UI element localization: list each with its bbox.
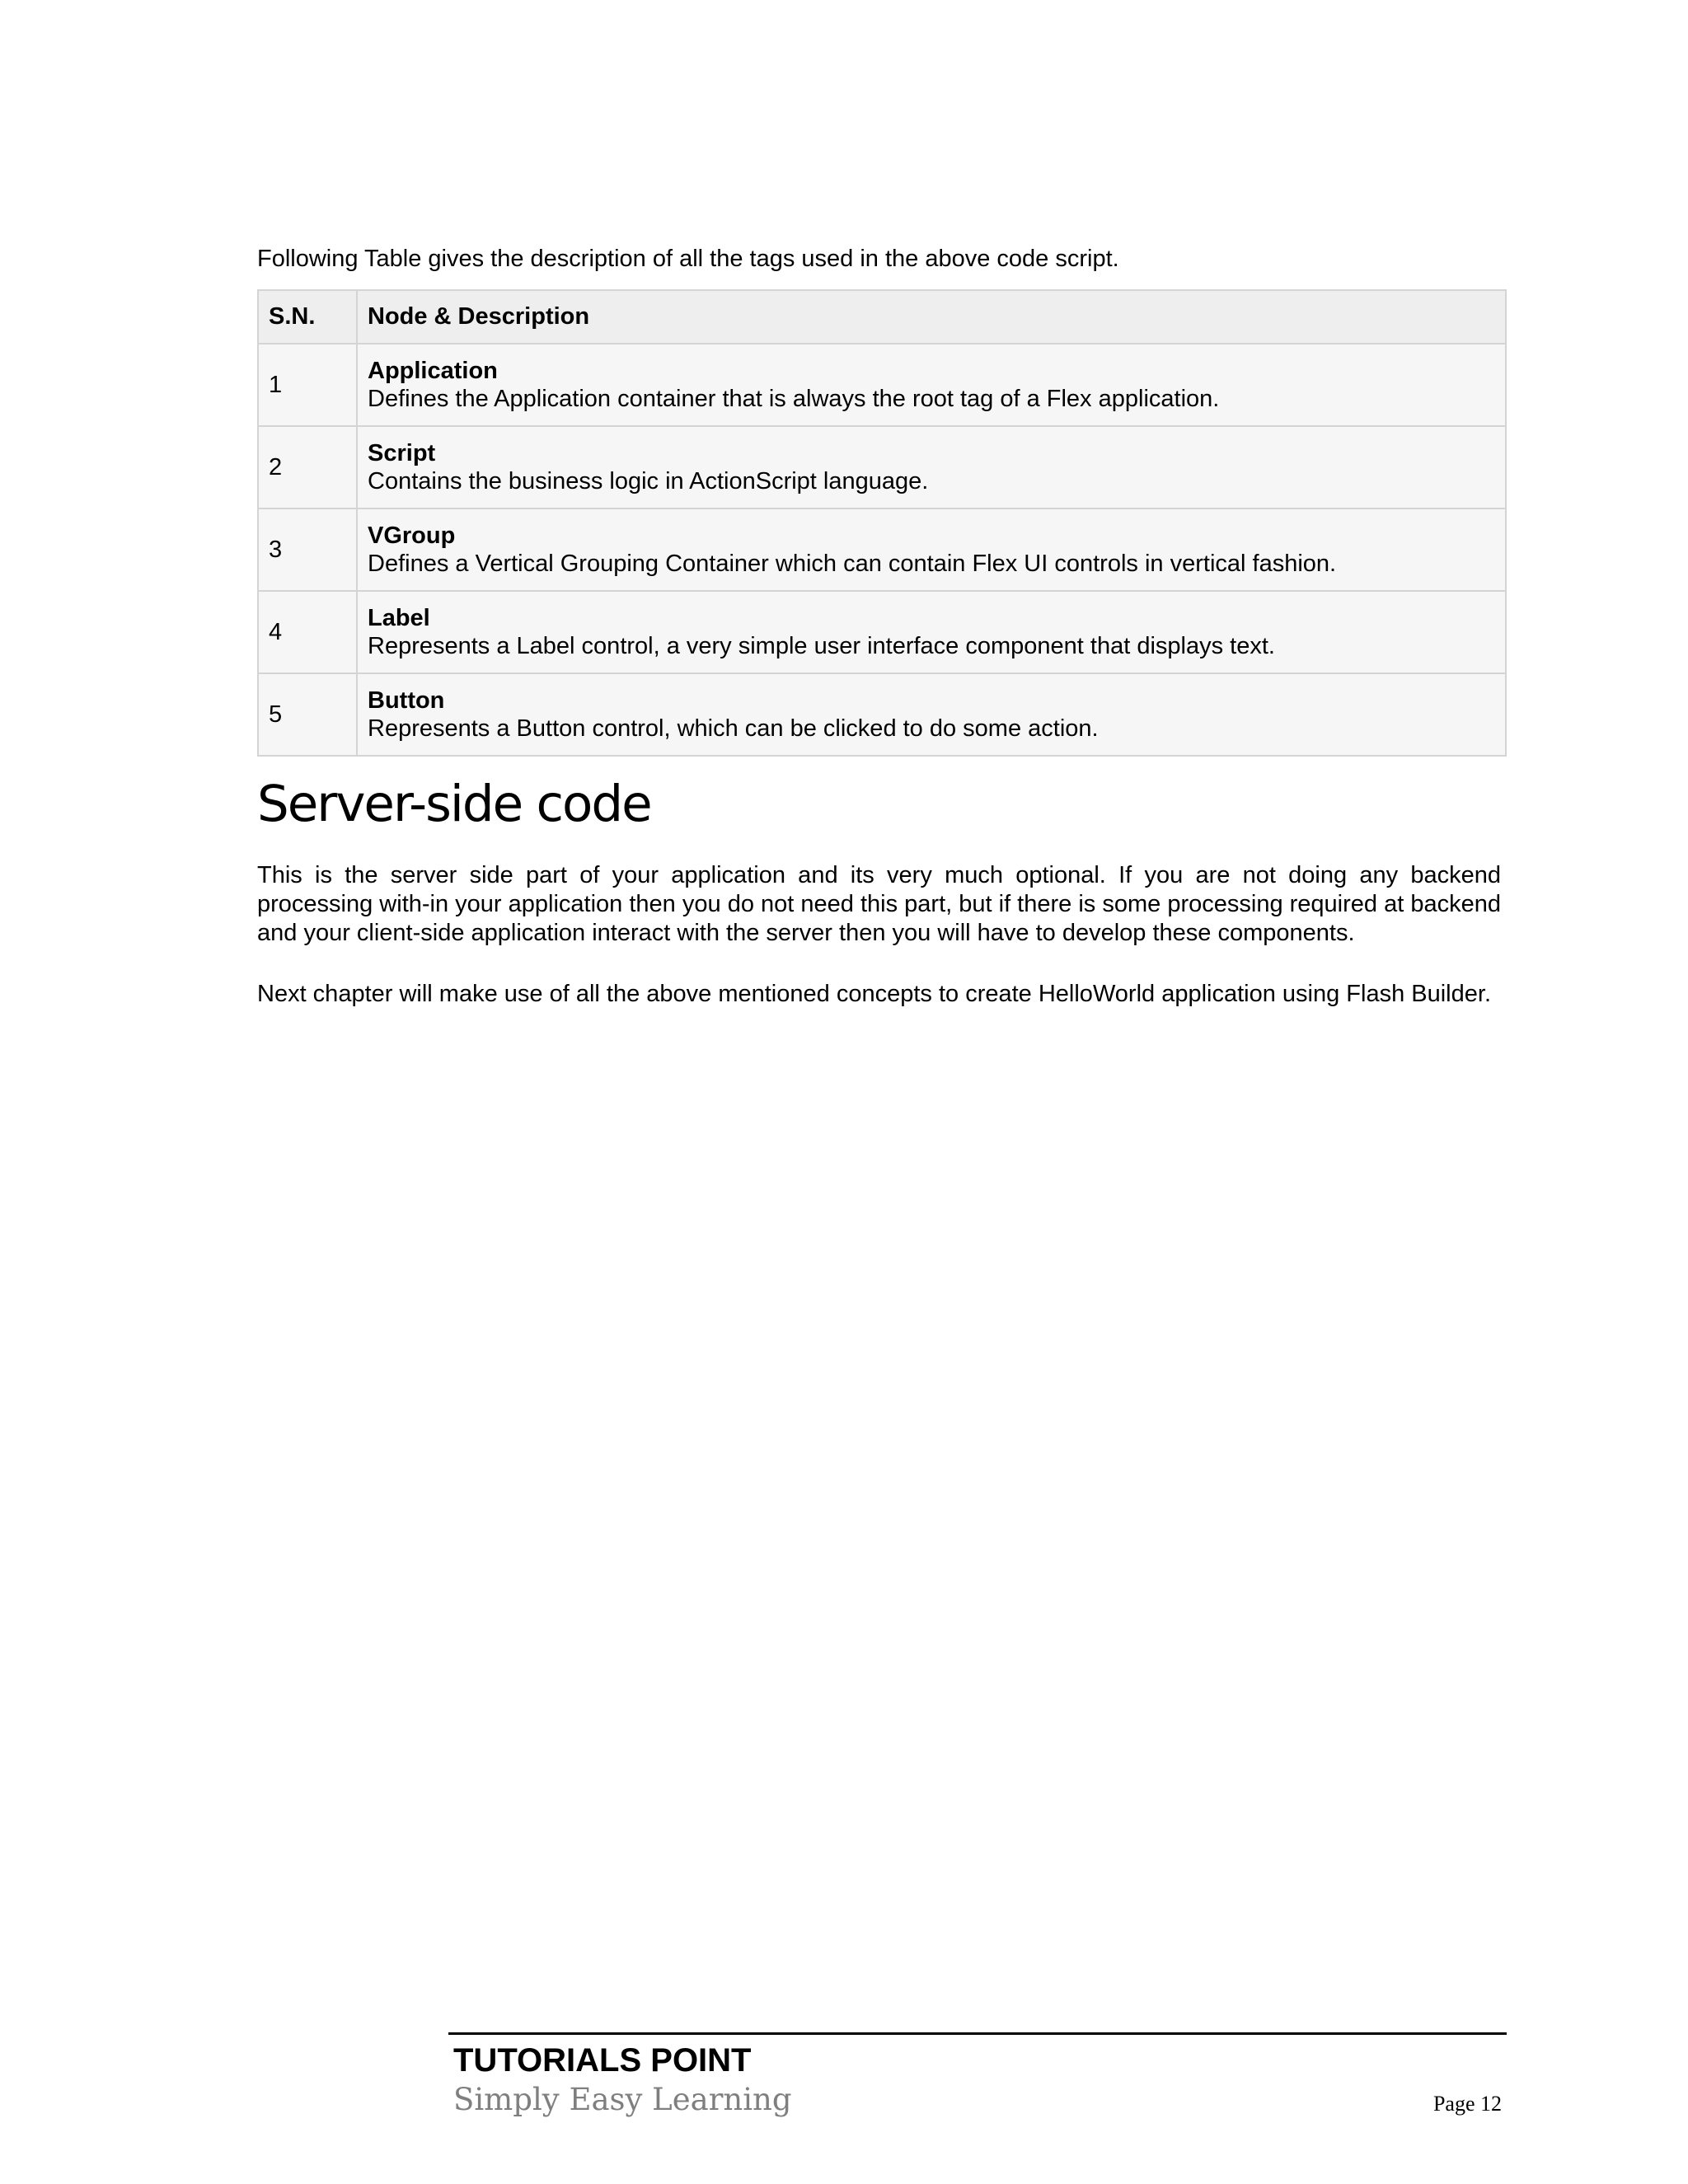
node-description: Contains the business logic in ActionScript language.	[368, 468, 929, 494]
node-description: Represents a Label control, a very simple user interface component that displays text.	[368, 633, 1275, 659]
body-paragraph: Next chapter will make use of all the above mentioned concepts to create HelloWorld application using Flash Builder.	[257, 981, 1491, 1007]
node-name: VGroup	[368, 523, 456, 549]
row-sn: 3	[258, 509, 357, 591]
node-name: Script	[368, 440, 436, 466]
page-number: Page 12	[1432, 2092, 1502, 2116]
node-description: Defines a Vertical Grouping Container which can contain Flex UI controls in vertical fashion.	[368, 551, 1337, 577]
table-row	[258, 344, 1506, 426]
row-node-cell	[357, 509, 1506, 591]
table-intro-text: Following Table gives the description of all the tags used in the above code script.	[257, 246, 1119, 272]
row-node-cell	[357, 344, 1506, 426]
header-sn: S.N.	[258, 290, 357, 344]
row-node-cell	[357, 426, 1506, 509]
row-node-cell	[357, 673, 1506, 756]
row-sn: 2	[258, 426, 357, 509]
table-header-row	[258, 290, 1506, 344]
node-description: Represents a Button control, which can be clicked to do some action.	[368, 715, 1099, 742]
row-sn: 5	[258, 673, 357, 756]
section-heading: Server-side code	[257, 775, 651, 833]
node-name: Button	[368, 687, 445, 714]
node-name: Application	[368, 358, 498, 384]
footer-tagline: Simply Easy Learning	[453, 2082, 792, 2117]
node-description: Defines the Application container that is always the root tag of a Flex application.	[368, 386, 1220, 412]
table-row	[258, 426, 1506, 509]
row-node-cell	[357, 591, 1506, 673]
footer-divider	[448, 2032, 1507, 2035]
tags-table	[257, 289, 1507, 757]
footer-brand: TUTORIALS POINT	[453, 2042, 752, 2079]
table-row	[258, 509, 1506, 591]
row-sn: 4	[258, 591, 357, 673]
node-name: Label	[368, 605, 430, 631]
row-sn: 1	[258, 344, 357, 426]
table-row	[258, 591, 1506, 673]
table-row	[258, 673, 1506, 756]
header-node-description: Node & Description	[357, 290, 1506, 344]
body-paragraph: This is the server side part of your application and its very much optional. If you are not doing any backend processing with-in your application then you do not need this part, but if there is some processing required at backend and your client-side application interact with the server then you will have to develop these components.	[257, 862, 1501, 946]
